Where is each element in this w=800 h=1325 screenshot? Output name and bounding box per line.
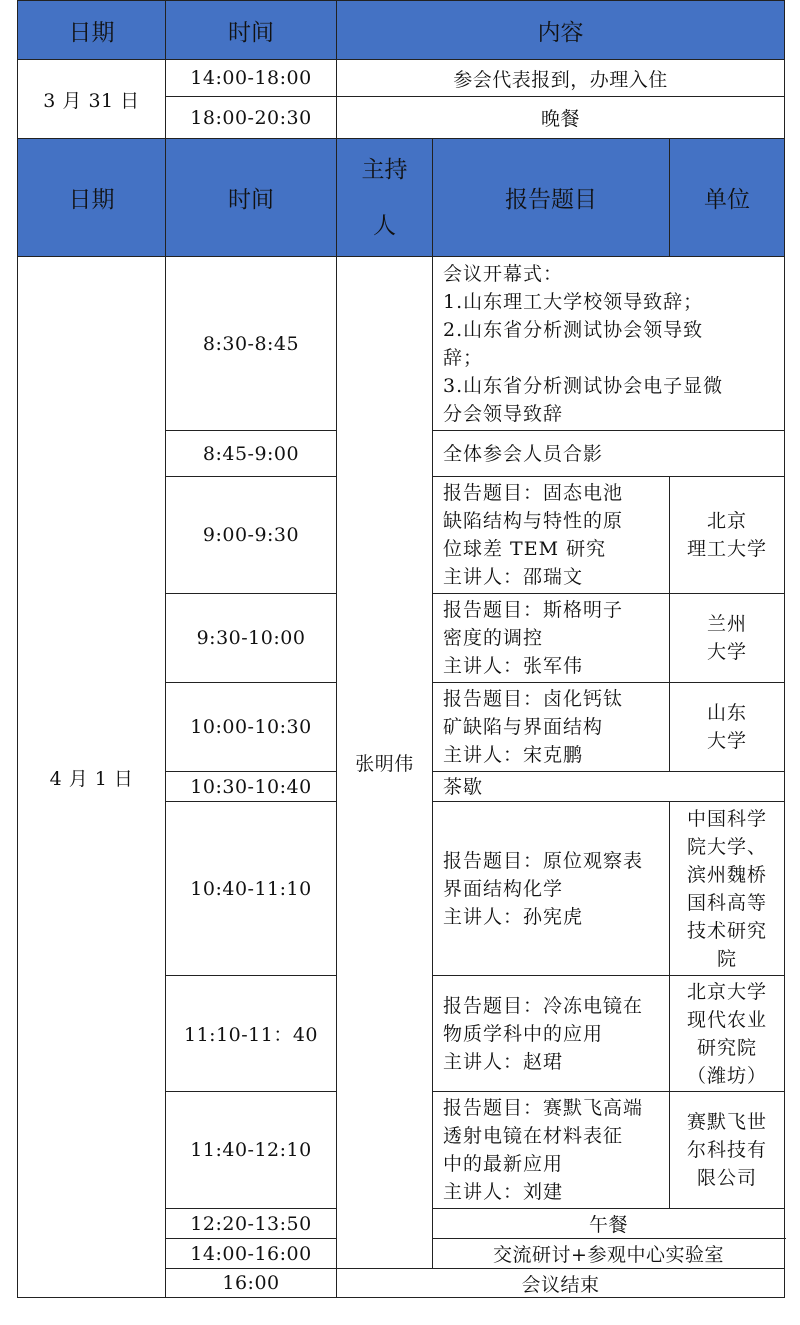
talk-line: 报告题目：冷冻电镜在 — [443, 994, 644, 1017]
unit-line: 大学 — [707, 641, 748, 663]
unit-line: 研究院 — [697, 1036, 758, 1059]
talk-content — [433, 802, 670, 976]
unit-line: 限公司 — [697, 1167, 758, 1189]
header-unit: 单位 — [670, 139, 785, 257]
talk-unit — [670, 683, 785, 772]
talk-line: 报告题目：赛默飞高端 — [443, 1097, 644, 1119]
unit-line: 院 — [717, 947, 738, 970]
talk-line: 透射电镜在材料表征 — [443, 1125, 624, 1147]
header-host-line: 人 — [373, 212, 396, 239]
unit-line: 技术研究 — [687, 919, 768, 942]
row-content: 全体参会人员合影 — [433, 431, 785, 477]
host-name: 张明伟 — [337, 257, 433, 1269]
row-time: 18:00-20:30 — [166, 97, 337, 139]
header-time: 时间 — [166, 1, 337, 60]
header-row-1 — [18, 1, 785, 60]
talk-line: 报告题目：卤化钙钛 — [443, 688, 624, 710]
row-content: 参会代表报到，办理入住 — [337, 60, 785, 97]
row-time: 8:45-9:00 — [166, 431, 337, 477]
unit-line: 赛默飞世 — [687, 1111, 768, 1133]
table-row — [18, 257, 785, 431]
row-content: 交流研讨+参观中心实验室 — [433, 1239, 785, 1269]
talk-unit — [670, 594, 785, 683]
opening-line: 分会领导致辞 — [443, 402, 564, 425]
opening-line: 会议开幕式： — [443, 262, 564, 285]
talk-unit — [670, 976, 785, 1092]
talk-line: 报告题目：斯格明子 — [443, 599, 624, 621]
talk-line: 位球差 TEM 研究 — [443, 538, 607, 560]
talk-line: 界面结构化学 — [443, 877, 564, 900]
unit-line: 理工大学 — [687, 538, 768, 560]
unit-line: 国科高等 — [687, 891, 768, 914]
unit-line: 大学 — [707, 730, 748, 752]
header-date: 日期 — [18, 1, 166, 60]
unit-line: 尔科技有 — [687, 1139, 768, 1161]
row-time: 9:30-10:00 — [166, 594, 337, 683]
talk-line: 主讲人：张军伟 — [443, 655, 584, 677]
talk-content — [433, 1092, 670, 1209]
talk-unit — [670, 1092, 785, 1209]
talk-line: 主讲人：宋克鹏 — [443, 744, 584, 766]
talk-content — [433, 976, 670, 1092]
header-time: 时间 — [166, 139, 337, 257]
row-time: 10:30-10:40 — [166, 772, 337, 802]
talk-content — [433, 477, 670, 594]
unit-line: 北京 — [707, 510, 748, 532]
row-time: 11:10-11：40 — [166, 976, 337, 1092]
talk-content — [433, 594, 670, 683]
row-time: 10:00-10:30 — [166, 683, 337, 772]
header-host-line: 主持 — [361, 156, 408, 183]
row-content: 晚餐 — [337, 97, 785, 139]
day1-date: 3 月 31 日 — [18, 60, 166, 139]
header-date: 日期 — [18, 139, 166, 257]
unit-line: （潍坊） — [687, 1064, 768, 1087]
row-time: 9:00-9:30 — [166, 477, 337, 594]
talk-line: 报告题目：固态电池 — [443, 482, 624, 504]
talk-line: 密度的调控 — [443, 627, 544, 649]
schedule-table — [17, 0, 785, 1298]
unit-line: 滨州魏桥 — [687, 863, 768, 886]
row-time: 12:20-13:50 — [166, 1209, 337, 1239]
row-time: 11:40-12:10 — [166, 1092, 337, 1209]
talk-unit — [670, 802, 785, 976]
day2-date: 4 月 1 日 — [18, 257, 166, 1298]
opening-line: 1.山东理工大学校领导致辞； — [443, 290, 704, 313]
talk-line: 报告题目：原位观察表 — [443, 849, 644, 872]
talk-line: 主讲人：孙宪虎 — [443, 905, 584, 928]
talk-line: 主讲人：刘建 — [443, 1181, 564, 1203]
unit-line: 北京大学 — [687, 980, 768, 1003]
header-title: 报告题目 — [433, 139, 670, 257]
talk-unit — [670, 477, 785, 594]
table-row — [18, 60, 785, 97]
talk-line: 主讲人：邵瑞文 — [443, 566, 584, 588]
talk-line: 缺陷结构与特性的原 — [443, 510, 624, 532]
talk-content — [433, 683, 670, 772]
header-row-2 — [18, 139, 785, 257]
row-time: 16:00 — [166, 1269, 337, 1298]
opening-line: 3.山东省分析测试协会电子显微 — [443, 374, 724, 397]
row-time: 10:40-11:10 — [166, 802, 337, 976]
header-content: 内容 — [337, 1, 785, 60]
talk-line: 主讲人：赵珺 — [443, 1050, 564, 1073]
talk-line: 中的最新应用 — [443, 1153, 564, 1175]
row-content: 午餐 — [433, 1209, 785, 1239]
talk-line: 物质学科中的应用 — [443, 1022, 604, 1045]
row-content: 茶歇 — [433, 772, 785, 802]
unit-line: 中国科学 — [687, 807, 768, 830]
opening-content — [433, 257, 785, 431]
opening-line: 2.山东省分析测试协会领导致 — [443, 318, 704, 341]
row-time: 8:30-8:45 — [166, 257, 337, 431]
header-host — [337, 139, 433, 257]
row-time: 14:00-16:00 — [166, 1239, 337, 1269]
row-time: 14:00-18:00 — [166, 60, 337, 97]
talk-line: 矿缺陷与界面结构 — [443, 716, 604, 738]
unit-line: 院大学、 — [687, 835, 768, 858]
unit-line: 山东 — [707, 702, 748, 724]
unit-line: 兰州 — [707, 613, 748, 635]
unit-line: 现代农业 — [687, 1008, 768, 1031]
row-content: 会议结束 — [337, 1269, 785, 1298]
opening-line: 辞； — [443, 346, 484, 369]
